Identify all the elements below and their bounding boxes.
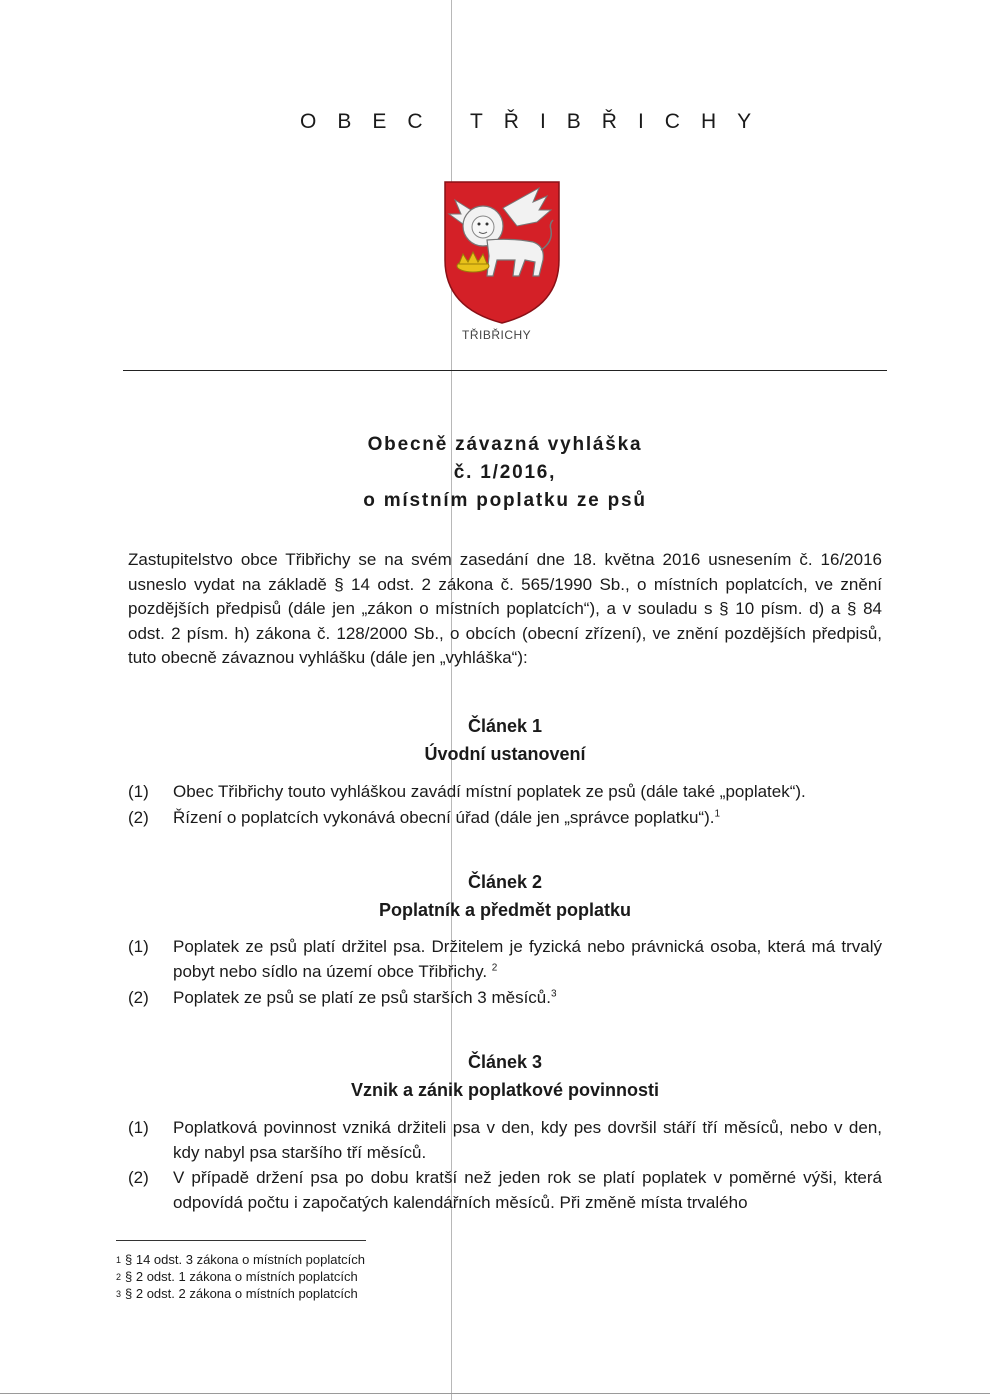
paragraph-number: (2) — [128, 988, 149, 1007]
article-2-paragraph-2 — [128, 986, 882, 1011]
article-1-number: Článek 1 — [467, 716, 543, 736]
paragraph-text: V případě držení psa po dobu kratší než jeden rok se platí poplatek v poměrné výši, která odpovídá počtu i započatých kalendářních měsíců. Při změně místa trvalého — [173, 1168, 882, 1212]
document-subject: o místním poplatku ze psů — [363, 490, 647, 511]
article-3-heading: Vznik a zánik poplatkové povinnosti — [350, 1080, 660, 1100]
footnote-3 — [116, 1286, 358, 1302]
footnote-ref-2[interactable]: 2 — [491, 961, 498, 973]
footnote-2 — [116, 1269, 358, 1285]
paragraph-text: Poplatek ze psů se platí ze psů starších 3 měsíců. — [173, 988, 551, 1007]
article-3-number: Článek 3 — [467, 1052, 543, 1072]
footnote-rule — [116, 1240, 366, 1241]
municipality-heading: OBEC TŘIBŘICHY — [300, 110, 773, 133]
footnote-mark: 2 — [116, 1272, 122, 1282]
article-1-heading: Úvodní ustanovení — [424, 744, 586, 764]
footnote-text: § 2 odst. 1 zákona o místních poplatcích — [125, 1269, 358, 1284]
footnote-text: § 2 odst. 2 zákona o místních poplatcích — [125, 1286, 358, 1301]
paragraph-number: (2) — [128, 808, 149, 827]
paragraph-text: Poplatková povinnost vzniká držiteli psa v den, kdy pes dovršil stáří tří měsíců, nebo v den, kdy nabyl psa staršího tří měsíců. — [173, 1118, 882, 1162]
article-1-paragraph-1 — [128, 780, 882, 805]
paragraph-text: Řízení o poplatcích vykonává obecní úřad (dále jen „správce poplatku“). — [173, 808, 715, 827]
article-2-paragraph-1 — [128, 935, 882, 984]
footnote-text: § 14 odst. 3 zákona o místních poplatcích — [125, 1252, 365, 1267]
document-title: Obecně závazná vyhláška — [367, 434, 643, 455]
article-1-paragraph-2 — [128, 806, 882, 831]
paragraph-text: Obec Třibřichy touto vyhláškou zavádí místní poplatek ze psů (dále také „poplatek“). — [173, 782, 806, 801]
article-2-heading: Poplatník a předmět poplatku — [378, 900, 632, 920]
footnote-ref-3[interactable]: 3 — [550, 988, 557, 1000]
paragraph-number: (1) — [128, 1118, 149, 1137]
footnote-mark: 3 — [116, 1289, 122, 1299]
coat-caption: TŘIBŘICHY — [462, 328, 532, 342]
coat-of-arms-icon — [441, 180, 563, 325]
paragraph-text: Poplatek ze psů platí držitel psa. Držitelem je fyzická nebo právnická osoba, která má trvalý pobyt nebo sídlo na území obce Třibřichy. — [173, 937, 882, 981]
article-2-number: Článek 2 — [467, 872, 543, 892]
paragraph-number: (1) — [128, 937, 149, 956]
article-3-paragraph-2 — [128, 1166, 882, 1215]
footnote-ref-1[interactable]: 1 — [714, 808, 721, 820]
paragraph-number: (2) — [128, 1168, 149, 1187]
paragraph-number: (1) — [128, 782, 149, 801]
article-3-paragraph-1 — [128, 1116, 882, 1165]
footnote-mark: 1 — [116, 1255, 122, 1265]
intro-paragraph: Zastupitelstvo obce Třibřichy se na svém zasedání dne 18. května 2016 usnesením č. 16/2016 usneslo vydat na základě § 14 odst. 2 zákona č. 565/1990 Sb., o místních poplatcích, ve znění pozdějších předpisů (dále jen „zákon o místních poplatcích“), a v souladu s § 10 písm. d) a § 84 odst. 2 písm. h) zákona č. 128/2000 Sb., o obcích (obecní zřízení), ve znění pozdějších předpisů, tuto obecně závaznou vyhlášku (dále jen „vyhláška“): — [128, 550, 882, 667]
footnote-1 — [116, 1252, 365, 1268]
scan-bottom-line — [0, 1393, 990, 1394]
header-rule — [123, 370, 887, 371]
document-number: č. 1/2016, — [453, 462, 557, 483]
